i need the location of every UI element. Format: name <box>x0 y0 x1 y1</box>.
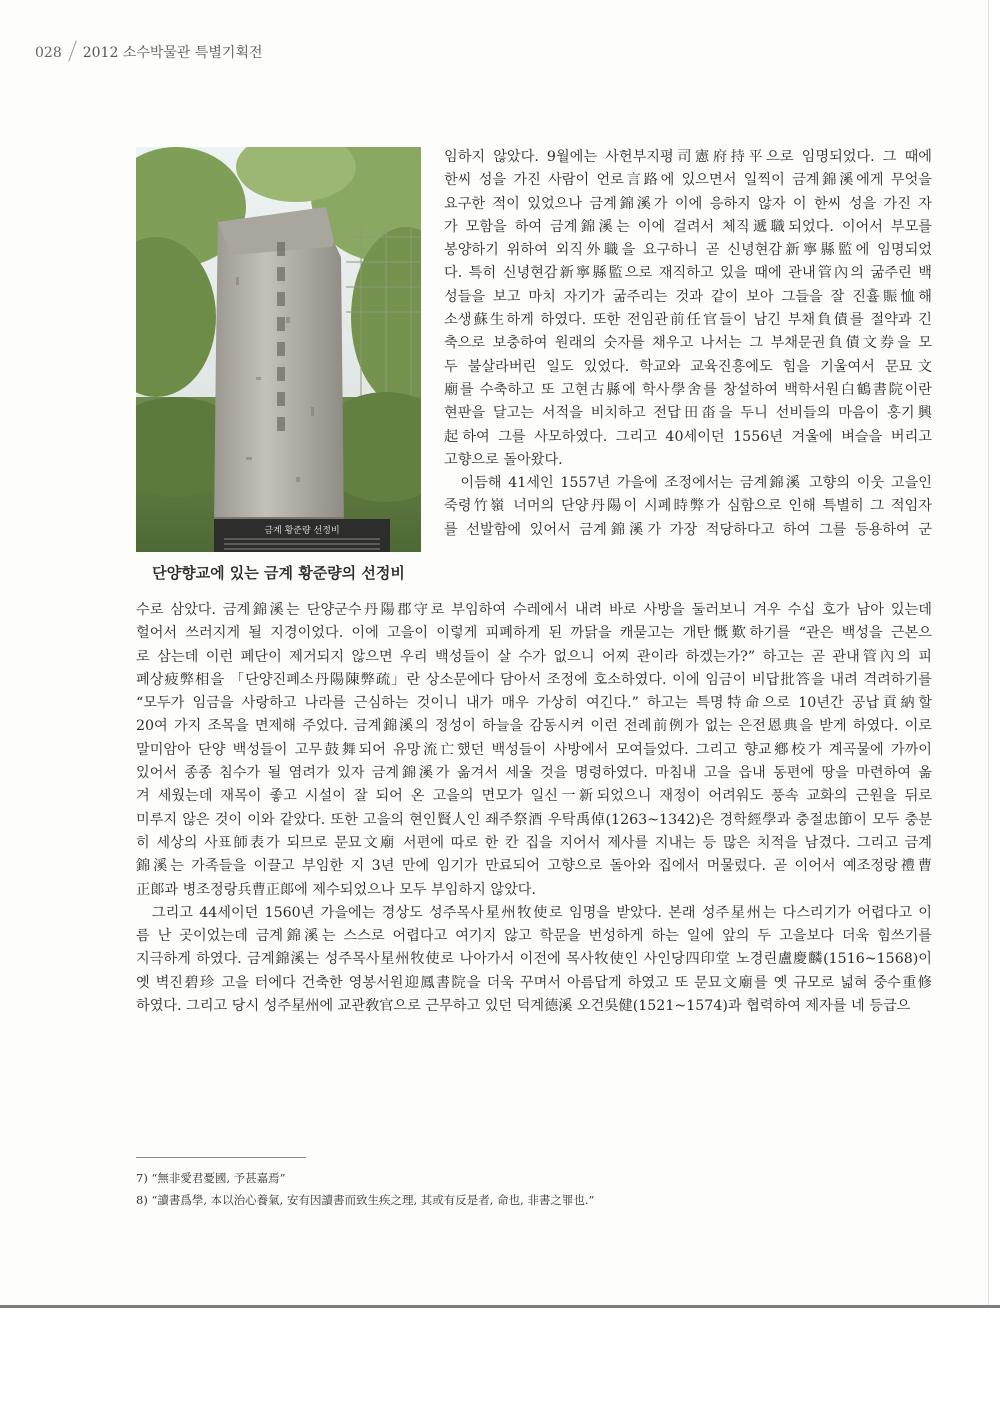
text-line: 를 선발함에 있어서 금계錦溪가 가장 적당하다고 하여 그를 등용하여 군 <box>444 521 932 538</box>
text-line: 起하여 그를 사모하였다. 그리고 40세이던 1556년 겨울에 벼슬을 버리고 <box>444 428 932 445</box>
text-line: 성들을 보고 마치 자기가 굶주리는 것과 같이 보아 그들을 잘 진휼賑恤해 <box>444 288 932 305</box>
scan-background <box>0 1308 1000 1414</box>
text-line: 봉양하기 위하여 외직外職을 요구하니 곧 신녕현감新寧縣監에 임명되었 <box>444 242 932 259</box>
footnote-rule <box>136 1157 306 1158</box>
figure-caption: 단양향교에 있는 금계 황준량의 선정비 <box>152 564 405 582</box>
text-line: 고향으로 돌아왔다. <box>444 451 563 468</box>
header-title: 2012 소수박물관 특별기획전 <box>82 45 263 61</box>
text-line: 헐어서 쓰러지게 될 지경이었다. 이에 고을이 이렇게 피폐하게 된 까닭을 캐묻고는 개탄慨歎하기를 “관은 백성을 근본으 <box>136 625 932 642</box>
page-number: 028 <box>35 45 62 61</box>
text-line: 축으로 보충하여 원래의 숫자를 채우고 나서는 그 부채문권負債文券을 모 <box>444 335 932 352</box>
text-line: 름 난 곳이었는데 금계錦溪는 스스로 어렵다고 여기지 않고 학문을 번성하게 하는 일에 앞의 두 고을보다 더욱 힘쓰기를 <box>136 928 932 945</box>
text-line: 錦溪는 가족들을 이끌고 부임한 지 3년 만에 임기가 만료되어 고향으로 돌아와 집에서 머물렀다. 곧 이어서 예조정랑禮曹 <box>136 858 932 875</box>
text-line: 현판을 달고는 서적을 비치하고 전답田畓을 두니 선비들의 마음이 홍기興 <box>444 405 932 422</box>
text-line: 하였다. 그리고 당시 성주星州에 교관敎官으로 근무하고 있던 덕계德溪 오건吳健(1521~1574)과 협력하여 제자를 네 등급으 <box>136 998 911 1015</box>
text-line: 미루지 않은 것이 이와 같았다. 또한 고을의 현인賢人인 좨주祭酒 우탁禹倬(1263~1342)은 경학經學과 충절忠節이 모두 충분 <box>136 811 932 828</box>
text-line: “모두가 임금을 사랑하고 나라를 근심하는 것이니 내가 매우 가상히 여긴다.” 하고는 특명特命으로 10년간 공납貢納할 <box>136 695 932 712</box>
text-line: 가 모함을 하여 금계錦溪는 이에 걸려서 체직遞職되었다. 이어서 부모를 <box>444 218 932 235</box>
stele-photo <box>136 147 421 552</box>
text-line: 다. 특히 신녕현감新寧縣監으로 재직하고 있을 때에 관내管內의 굶주린 백 <box>444 265 932 282</box>
footnote-7: 7) “無非愛君憂國, 予甚嘉焉” <box>136 1171 286 1185</box>
body-text <box>136 599 932 1018</box>
text-line: 지극하게 하였다. 금계錦溪는 성주목사星州牧使로 나아가서 이전에 목사牧使인 사인당四印堂 노경린盧慶麟(1516~1568)이 <box>136 951 932 968</box>
side-column-text <box>444 146 932 542</box>
text-line: 20여 가지 조목을 면제해 주었다. 금계錦溪의 정성이 하늘을 감동시켜 이런 전례前例가 없는 은전恩典을 받게 하였다. 이로 <box>136 718 932 735</box>
text-line: 廟를 수축하고 또 고현古縣에 학사學舍를 창설하여 백학서원白鶴書院이란 <box>444 381 932 398</box>
footnote-8: 8) “讀書爲學, 本以治心養氣, 安有因讀書而致生疾之理, 其或有反是者, 命也, 非書之罪也.” <box>136 1193 595 1207</box>
text-line: 요구한 적이 있었으나 금계錦溪가 이에 응하지 않자 이 한씨 성을 가진 자 <box>444 195 932 212</box>
text-line: 正郞과 병조정랑兵曹正郞에 제수되었으나 모두 부임하지 않았다. <box>136 881 536 898</box>
text-line: 겨 세웠는데 재목이 좋고 시설이 잘 되어 온 고을의 면모가 일신一新되었으니 재정이 어려워도 풍속 교화의 근원을 뒤로 <box>136 788 932 805</box>
text-line: 죽령竹嶺 너머의 단양丹陽이 시폐時弊가 심함으로 인해 특별히 그 적임자 <box>444 498 932 515</box>
text-line: 옛 벽진碧珍 고을 터에다 건축한 영봉서원迎鳳書院을 더욱 꾸며서 아름답게 하였고 또 문묘文廟를 옛 규모로 넓혀 중수重修 <box>136 974 932 991</box>
text-line: 폐상疲弊相을 「단양진폐소丹陽陳弊疏」란 상소문에다 담아서 조정에 호소하였다. 이에 임금이 비답批答을 내려 격려하기를 <box>136 671 932 688</box>
text-line: 임하지 않았다. 9월에는 사헌부지평司憲府持平으로 임명되었다. 그 때에 <box>444 149 932 165</box>
text-line: 있어서 종종 침수가 될 염려가 있자 금계錦溪가 옮겨서 세울 것을 명령하였다. 마침내 고을 읍내 동편에 땅을 마련하여 옮 <box>136 765 932 782</box>
text-line: 소생蘇生하게 하였다. 또한 전임관前任官들이 남긴 부채負債를 절약과 긴 <box>444 312 932 329</box>
text-line: 로 삼는데 이런 폐단이 제거되지 않으면 우리 백성들이 살 수가 없으니 어찌 관이라 하겠는가?” 하고는 곧 관내管內의 피 <box>136 648 932 665</box>
footnotes <box>136 1167 594 1211</box>
running-header <box>35 40 263 62</box>
text-line: 두 불살라버린 일도 있었다. 학교와 교육진흥에도 힘을 기울여서 문묘文 <box>444 358 932 375</box>
text-line: 한씨 성을 가진 사람이 언로言路에 있으면서 일찍이 금계錦溪에게 무엇을 <box>444 172 932 189</box>
text-line: 그리고 44세이던 1560년 가을에는 경상도 성주목사星州牧使로 임명을 받았다. 본래 성주星州는 다스리기가 어렵다고 이 <box>136 904 932 921</box>
text-line: 히 세상의 사표師表가 되므로 문묘文廟 서편에 따로 한 칸 집을 지어서 제사를 지내는 등 많은 치적을 남겼다. 그리고 금계 <box>136 834 932 851</box>
text-line: 말미암아 단양 백성들이 고무鼓舞되어 유망流亡했던 백성들이 사방에서 모여들었다. 그리고 향교鄕校가 계곡물에 가까이 <box>136 741 932 758</box>
text-line: 수로 삼았다. 금계錦溪는 단양군수丹陽郡守로 부임하여 수레에서 내려 바로 사방을 둘러보니 겨우 수십 호가 남아 있는데 <box>136 602 932 618</box>
plaque-title: 금계 황준량 선정비 <box>264 526 340 536</box>
header-divider <box>68 40 76 61</box>
text-line: 이듬해 41세인 1557년 가을에 조정에서는 금계錦溪 고향의 이웃 고을인 <box>444 475 932 492</box>
